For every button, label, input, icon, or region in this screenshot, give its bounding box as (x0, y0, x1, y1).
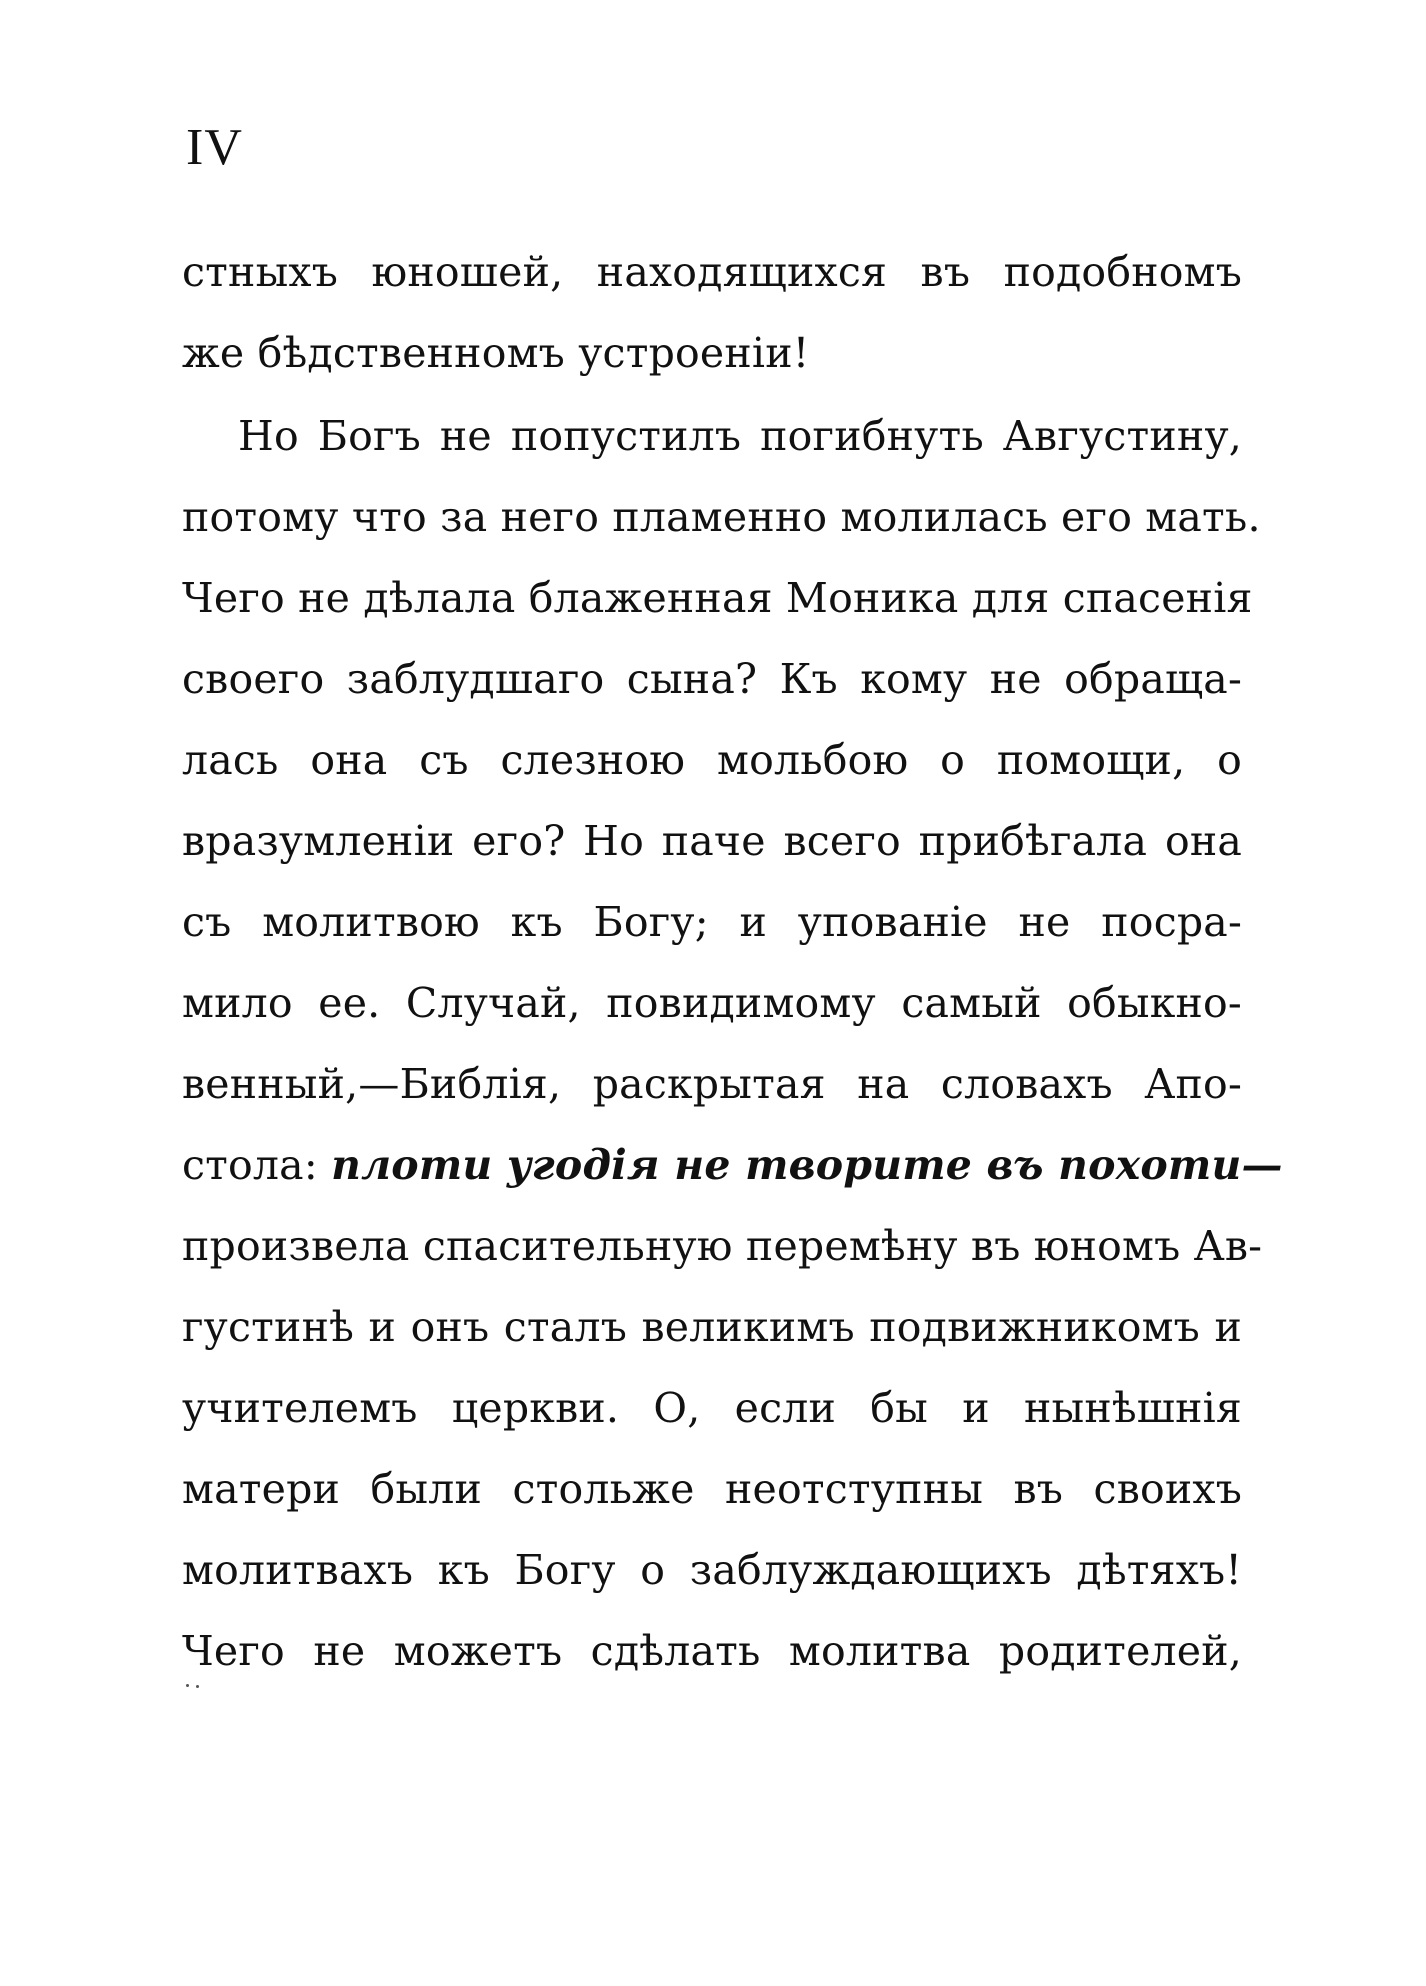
scripture-quote: плоти угодія не творите въ похоти— (331, 1141, 1283, 1189)
text-line: Чего не можетъ сдѣлать молитва родителей, (182, 1627, 1242, 1675)
text-line: венный,—Библія, раскрытая на словахъ Апо- (182, 1060, 1242, 1108)
text-line: мило ее. Случай, повидимому самый обыкно- (182, 979, 1242, 1027)
text-line: Чего не дѣлала блаженная Моника для спасенія (182, 574, 1253, 622)
text-line: лась она съ слезною мольбою о помощи, о (182, 736, 1242, 784)
text-line: потому что за него пламенно молилась его мать. (182, 493, 1261, 541)
text-line: учителемъ церкви. О, если бы и нынѣшнія (182, 1384, 1242, 1432)
text-fragment: стола: (182, 1141, 332, 1189)
body-text (182, 232, 1283, 1692)
text-line: стныхъ юношей, находящихся въ подобномъ (182, 248, 1242, 296)
text-line: вразумленіи его? Но паче всего прибѣгала она (182, 817, 1242, 865)
text-line: молитвахъ къ Богу о заблуждающихъ дѣтяхъ! (182, 1546, 1242, 1594)
paragraph-start-line: Но Богъ не попустилъ погибнуть Августину, (238, 412, 1242, 460)
text-line: матери были стольже неотступны въ своихъ (182, 1465, 1242, 1513)
text-line: произвела спасительную перемѣну въ юномъ Ав- (182, 1222, 1263, 1270)
text-line: своего заблудшаго сына? Къ кому не обраща- (182, 655, 1242, 703)
text-line: густинѣ и онъ сталъ великимъ подвижникомъ и (182, 1303, 1242, 1351)
page-number: IV (186, 119, 243, 176)
print-speck (186, 1684, 202, 1688)
text-line-with-quote (182, 1125, 1283, 1206)
text-line: съ молитвою къ Богу; и упованіе не посра- (182, 898, 1242, 946)
text-line: же бѣдственномъ устроеніи! (182, 329, 810, 377)
